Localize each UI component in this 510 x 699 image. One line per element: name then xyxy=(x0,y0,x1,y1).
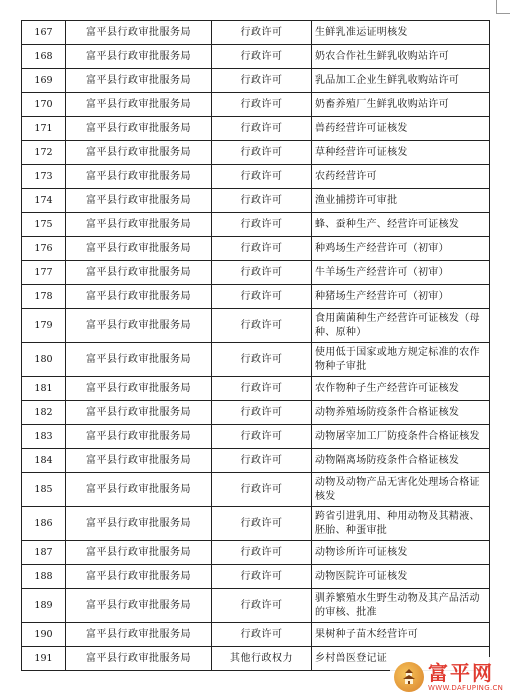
table-row xyxy=(22,449,490,473)
item-name-cell: 使用低于国家或地方规定标准的农作物种子审批 xyxy=(312,343,490,377)
item-name-cell: 食用菌菌种生产经营许可证核发（母种、原种） xyxy=(312,309,490,343)
department-cell: 富平县行政审批服务局 xyxy=(66,285,212,309)
department-cell: 富平县行政审批服务局 xyxy=(66,565,212,589)
item-name-cell: 乡村兽医登记证 xyxy=(312,647,490,671)
item-name-cell: 果树种子苗木经营许可 xyxy=(312,623,490,647)
row-number-cell: 188 xyxy=(22,565,66,589)
table-row xyxy=(22,69,490,93)
table-row xyxy=(22,473,490,507)
row-number-cell: 181 xyxy=(22,377,66,401)
power-type-cell: 行政许可 xyxy=(212,377,312,401)
item-name-cell: 奶农合作社生鲜乳收购站许可 xyxy=(312,45,490,69)
department-cell: 富平县行政审批服务局 xyxy=(66,401,212,425)
item-name-cell: 奶畜养殖厂生鲜乳收购站许可 xyxy=(312,93,490,117)
item-name-cell: 动物及动物产品无害化处理场合格证核发 xyxy=(312,473,490,507)
row-number-cell: 189 xyxy=(22,589,66,623)
item-name-cell: 乳品加工企业生鲜乳收购站许可 xyxy=(312,69,490,93)
table-row xyxy=(22,165,490,189)
item-name-cell: 跨省引进乳用、种用动物及其精液、胚胎、种蛋审批 xyxy=(312,507,490,541)
power-type-cell: 行政许可 xyxy=(212,117,312,141)
item-name-cell: 动物诊所许可证核发 xyxy=(312,541,490,565)
row-number-cell: 177 xyxy=(22,261,66,285)
item-name-cell: 种猪场生产经营许可（初审） xyxy=(312,285,490,309)
department-cell: 富平县行政审批服务局 xyxy=(66,237,212,261)
table-row xyxy=(22,343,490,377)
table-row xyxy=(22,285,490,309)
power-type-cell: 行政许可 xyxy=(212,189,312,213)
department-cell: 富平县行政审批服务局 xyxy=(66,449,212,473)
row-number-cell: 183 xyxy=(22,425,66,449)
row-number-cell: 173 xyxy=(22,165,66,189)
power-type-cell: 行政许可 xyxy=(212,21,312,45)
department-cell: 富平县行政审批服务局 xyxy=(66,93,212,117)
department-cell: 富平县行政审批服务局 xyxy=(66,69,212,93)
item-name-cell: 生鲜乳准运证明核发 xyxy=(312,21,490,45)
row-number-cell: 186 xyxy=(22,507,66,541)
item-name-cell: 蜂、蚕种生产、经营许可证核发 xyxy=(312,213,490,237)
row-number-cell: 178 xyxy=(22,285,66,309)
pagoda-logo-icon xyxy=(394,662,424,692)
department-cell: 富平县行政审批服务局 xyxy=(66,165,212,189)
table-row xyxy=(22,565,490,589)
item-name-cell: 动物屠宰加工厂防疫条件合格证核发 xyxy=(312,425,490,449)
table-row xyxy=(22,401,490,425)
table-body xyxy=(22,21,490,671)
row-number-cell: 185 xyxy=(22,473,66,507)
department-cell: 富平县行政审批服务局 xyxy=(66,213,212,237)
power-type-cell: 行政许可 xyxy=(212,507,312,541)
table-row xyxy=(22,309,490,343)
department-cell: 富平县行政审批服务局 xyxy=(66,45,212,69)
row-number-cell: 176 xyxy=(22,237,66,261)
page-corner-mark xyxy=(496,0,510,14)
department-cell: 富平县行政审批服务局 xyxy=(66,309,212,343)
row-number-cell: 187 xyxy=(22,541,66,565)
site-watermark xyxy=(390,657,508,697)
table-row xyxy=(22,589,490,623)
item-name-cell: 动物隔离场防疫条件合格证核发 xyxy=(312,449,490,473)
department-cell: 富平县行政审批服务局 xyxy=(66,189,212,213)
table-row xyxy=(22,213,490,237)
table-row xyxy=(22,117,490,141)
item-name-cell: 草种经营许可证核发 xyxy=(312,141,490,165)
table-row xyxy=(22,261,490,285)
row-number-cell: 172 xyxy=(22,141,66,165)
power-type-cell: 行政许可 xyxy=(212,69,312,93)
item-name-cell: 动物养殖场防疫条件合格证核发 xyxy=(312,401,490,425)
department-cell: 富平县行政审批服务局 xyxy=(66,473,212,507)
power-type-cell: 行政许可 xyxy=(212,237,312,261)
row-number-cell: 171 xyxy=(22,117,66,141)
department-cell: 富平县行政审批服务局 xyxy=(66,377,212,401)
power-type-cell: 行政许可 xyxy=(212,401,312,425)
department-cell: 富平县行政审批服务局 xyxy=(66,425,212,449)
power-type-cell: 行政许可 xyxy=(212,565,312,589)
row-number-cell: 179 xyxy=(22,309,66,343)
item-name-cell: 驯养繁殖水生野生动物及其产品活动的审核、批准 xyxy=(312,589,490,623)
power-type-cell: 其他行政权力 xyxy=(212,647,312,671)
department-cell: 富平县行政审批服务局 xyxy=(66,623,212,647)
power-type-cell: 行政许可 xyxy=(212,261,312,285)
power-type-cell: 行政许可 xyxy=(212,285,312,309)
row-number-cell: 182 xyxy=(22,401,66,425)
item-name-cell: 种鸡场生产经营许可（初审） xyxy=(312,237,490,261)
item-name-cell: 农作物种子生产经营许可证核发 xyxy=(312,377,490,401)
row-number-cell: 175 xyxy=(22,213,66,237)
department-cell: 富平县行政审批服务局 xyxy=(66,261,212,285)
watermark-site-name: 富平网 xyxy=(428,661,494,685)
row-number-cell: 180 xyxy=(22,343,66,377)
table-row xyxy=(22,93,490,117)
table-row xyxy=(22,541,490,565)
department-cell: 富平县行政审批服务局 xyxy=(66,21,212,45)
power-type-cell: 行政许可 xyxy=(212,449,312,473)
power-type-cell: 行政许可 xyxy=(212,45,312,69)
table-row xyxy=(22,425,490,449)
department-cell: 富平县行政审批服务局 xyxy=(66,117,212,141)
table-row xyxy=(22,377,490,401)
power-type-cell: 行政许可 xyxy=(212,473,312,507)
power-type-cell: 行政许可 xyxy=(212,93,312,117)
department-cell: 富平县行政审批服务局 xyxy=(66,541,212,565)
table-row xyxy=(22,507,490,541)
power-type-cell: 行政许可 xyxy=(212,141,312,165)
row-number-cell: 184 xyxy=(22,449,66,473)
table-row xyxy=(22,45,490,69)
item-name-cell: 牛羊场生产经营许可（初审） xyxy=(312,261,490,285)
power-type-cell: 行政许可 xyxy=(212,623,312,647)
row-number-cell: 170 xyxy=(22,93,66,117)
row-number-cell: 167 xyxy=(22,21,66,45)
power-type-cell: 行政许可 xyxy=(212,165,312,189)
table-row xyxy=(22,141,490,165)
table-row xyxy=(22,189,490,213)
row-number-cell: 174 xyxy=(22,189,66,213)
item-name-cell: 农药经营许可 xyxy=(312,165,490,189)
power-type-cell: 行政许可 xyxy=(212,343,312,377)
power-type-cell: 行政许可 xyxy=(212,213,312,237)
department-cell: 富平县行政审批服务局 xyxy=(66,647,212,671)
row-number-cell: 169 xyxy=(22,69,66,93)
table-row xyxy=(22,21,490,45)
item-name-cell: 兽药经营许可证核发 xyxy=(312,117,490,141)
item-name-cell: 渔业捕捞许可审批 xyxy=(312,189,490,213)
power-type-cell: 行政许可 xyxy=(212,589,312,623)
table-row xyxy=(22,623,490,647)
power-type-cell: 行政许可 xyxy=(212,541,312,565)
department-cell: 富平县行政审批服务局 xyxy=(66,343,212,377)
item-name-cell: 动物医院许可证核发 xyxy=(312,565,490,589)
department-cell: 富平县行政审批服务局 xyxy=(66,507,212,541)
department-cell: 富平县行政审批服务局 xyxy=(66,141,212,165)
admin-permits-table xyxy=(21,20,490,671)
department-cell: 富平县行政审批服务局 xyxy=(66,589,212,623)
row-number-cell: 190 xyxy=(22,623,66,647)
power-type-cell: 行政许可 xyxy=(212,425,312,449)
row-number-cell: 168 xyxy=(22,45,66,69)
watermark-site-url: WWW.DAFUPING.CN xyxy=(428,684,504,692)
row-number-cell: 191 xyxy=(22,647,66,671)
table-row xyxy=(22,237,490,261)
power-type-cell: 行政许可 xyxy=(212,309,312,343)
